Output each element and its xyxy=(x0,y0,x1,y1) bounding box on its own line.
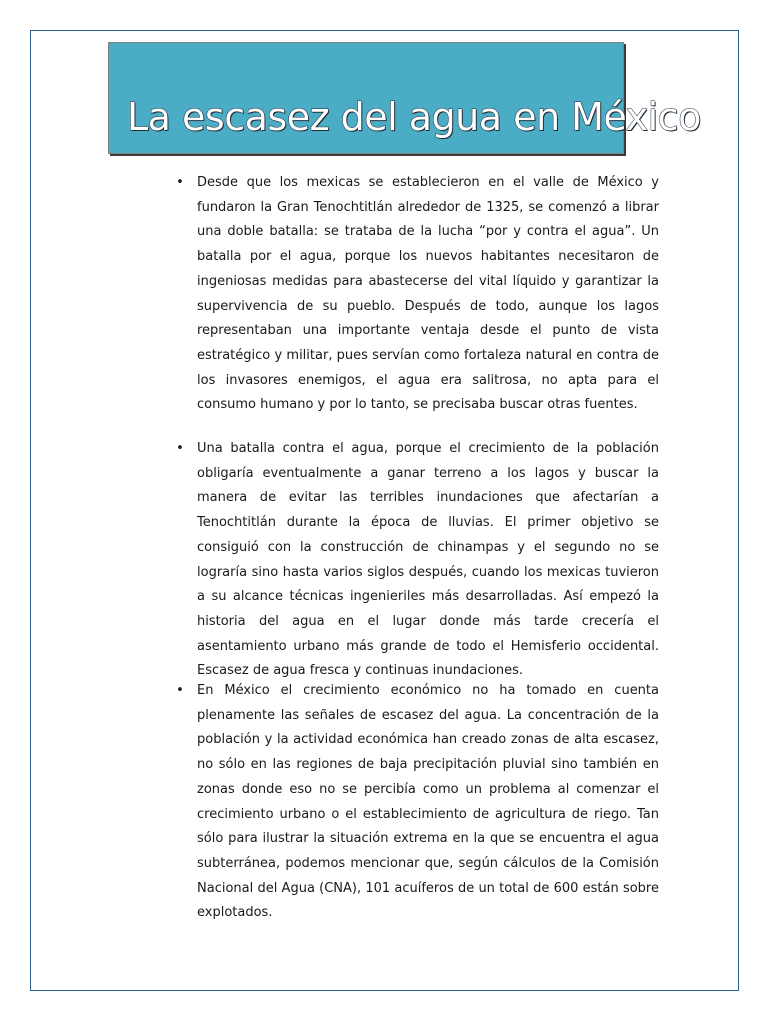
document-page xyxy=(30,30,739,991)
bullet-text: Una batalla contra el agua, porque el crecimiento de la población obligaría eventualmente a ganar terreno a los lagos y buscar la manera de evitar las terribles inundaciones que afectarían a Tenochtitlán durante la época de lluvias. El primer objetivo se consiguió con la construcción de chinampas y el segundo no se lograría sino hasta varios siglos después, cuando los mexicas tuvieron a su alcance técnicas ingenieriles más desarrolladas. Así empezó la historia del agua en el lugar donde más tarde crecería el asentamiento urbano más grande de todo el Hemisferio occidental. Escasez de agua fresca y continuas inundaciones. xyxy=(197,441,659,679)
bullet-text: Desde que los mexicas se establecieron en el valle de México y fundaron la Gran Tenochtitlán alrededor de 1325, se comenzó a librar una doble batalla: se trataba de la lucha “por y contra el agua”. Un batalla por el agua, porque los nuevos habitantes necesitaron de ingeniosas medidas para abastecerse del vital líquido y garantizar la supervivencia de su pueblo. Después de todo, aunque los lagos representaban una importante ventaja desde el punto de vista estratégico y militar, pues servían como fortaleza natural en contra de los invasores enemigos, el agua era salitrosa, no apta para el consumo humano y por lo tanto, se precisaba buscar otras fuentes. xyxy=(197,175,659,413)
bullet-icon: • xyxy=(176,175,184,190)
bullet-item xyxy=(176,437,659,684)
bullet-text: En México el crecimiento económico no ha tomado en cuenta plenamente las señales de escasez del agua. La concentración de la población y la actividad económica han creado zonas de alta escasez, no sólo en las regiones de baja precipitación pluvial sino también en zonas donde eso no se percibía como un problema al comenzar el crecimiento urbano o el establecimiento de agricultura de riego. Tan sólo para ilustrar la situación extrema en la que se encuentra el agua subterránea, podemos mencionar que, según cálculos de la Comisión Nacional del Agua (CNA), 101 acuíferos de un total de 600 están sobre explotados. xyxy=(197,683,659,921)
document-title: La escasez del agua en México xyxy=(127,95,701,139)
bullet-icon: • xyxy=(176,683,184,698)
bullet-item xyxy=(176,171,659,418)
bullet-item xyxy=(176,679,659,926)
bullet-icon: • xyxy=(176,441,184,456)
bullet-list xyxy=(31,31,738,990)
